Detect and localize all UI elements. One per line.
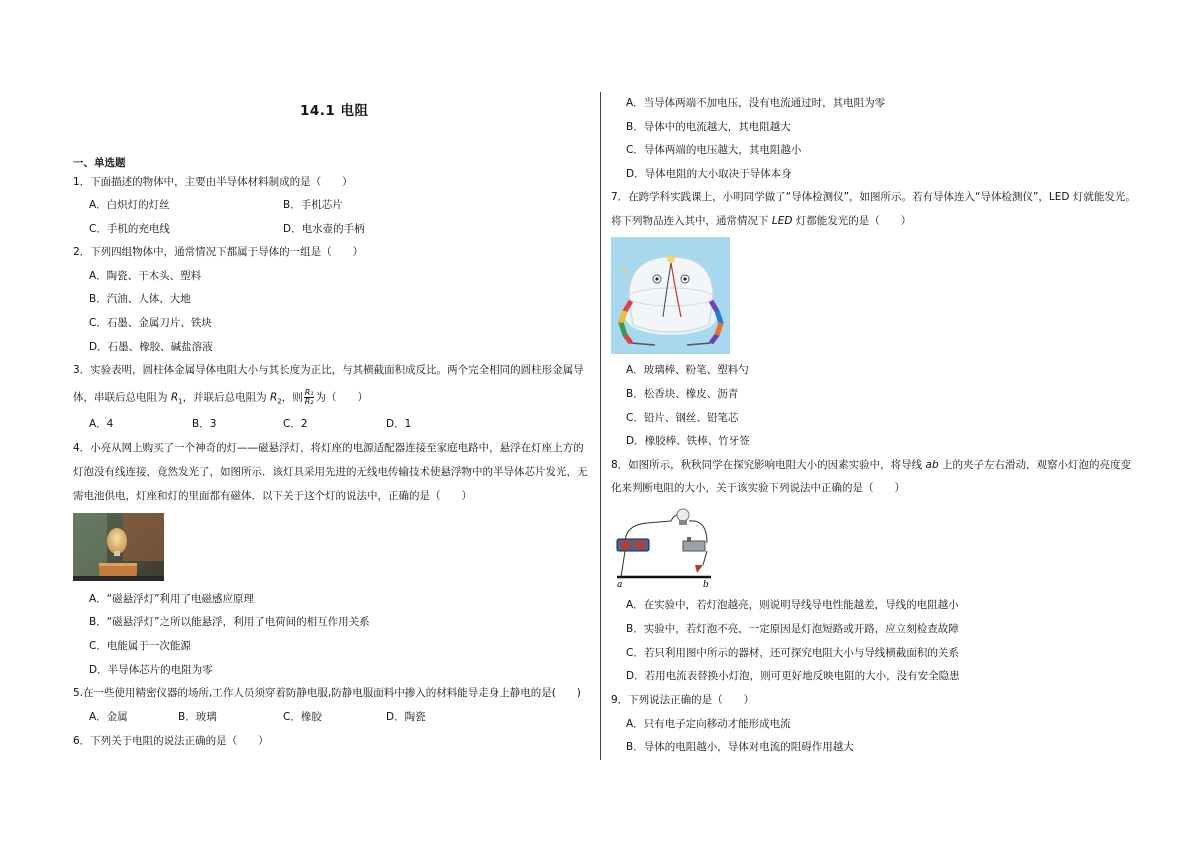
fraction-denominator: R₂ xyxy=(304,397,314,406)
q3-line1: 3．实验表明，圆柱体金属导体电阻大小与其长度为正比，与其横截面积成反比。两个完全相同的圆柱形金属导 xyxy=(73,364,584,376)
q4-line3: 需电池供电，灯座和灯的里面都有磁体．以下关于这个灯的说法中，正确的是（ ） xyxy=(73,490,472,502)
q8-line2: 化来判断电阻的大小，关于该实验下列说法中正确的是（ ） xyxy=(611,482,905,494)
q2-option-d: D．石墨、橡胶、碱盐溶液 xyxy=(89,341,213,353)
q4-option-b: B．“磁悬浮灯”之所以能悬浮，利用了电荷间的相互作用关系 xyxy=(89,616,370,628)
q1-option-d: D．电水壶的手柄 xyxy=(283,223,365,235)
q8-option-a: A．在实验中，若灯泡越亮，则说明导线导电性能越差，导线的电阻越小 xyxy=(626,599,959,611)
q5-option-a: A．金属 xyxy=(89,711,128,723)
r2-symbol: R xyxy=(269,391,278,404)
q4-option-d: D．半导体芯片的电阻为零 xyxy=(89,664,213,676)
r2-subscript: 2 xyxy=(277,397,282,406)
q8-option-c: C．若只利用图中所示的器材，还可探究电阻大小与导线横截面积的关系 xyxy=(626,647,959,659)
q1-option-b: B．手机芯片 xyxy=(283,199,343,211)
q8-option-b: B．实验中，若灯泡不亮，一定原因是灯泡短路或开路，应立刻检查故障 xyxy=(626,623,959,635)
page-title: 14.1 电阻 xyxy=(300,103,369,119)
q2-option-c: C．石墨、金属刀片、铁块 xyxy=(89,317,212,329)
q7-option-a: A．玻璃棒、粉笔、塑料勺 xyxy=(626,364,749,376)
q7-line1: 7．在跨学科实践课上，小明同学做了“导体检测仪”，如图所示。若有导体连入“导体检测仪”，LED 灯就能发光。 xyxy=(611,191,1136,203)
conductor-tester-image xyxy=(611,237,730,354)
q7-option-b: B．松香块、橡皮、沥青 xyxy=(626,388,739,400)
q3-option-b: B．3 xyxy=(192,418,217,430)
circuit-diagram xyxy=(611,503,721,589)
q6-option-b: B．导体中的电流越大，其电阻越大 xyxy=(626,121,791,133)
q3-text-c: ，则 xyxy=(281,391,303,404)
r1-symbol: R xyxy=(170,391,179,404)
q9-option-a: A．只有电子定向移动才能形成电流 xyxy=(626,718,791,730)
q3-text-a: 体，串联后总电阻为 xyxy=(73,391,171,404)
q3-line2 xyxy=(73,389,368,409)
column-divider xyxy=(600,92,601,760)
q1-option-a: A．白炽灯的灯丝 xyxy=(89,199,170,211)
q4-option-c: C．电能属于一次能源 xyxy=(89,640,191,652)
q9-option-b: B．导体的电阻越小，导体对电流的阻碍作用越大 xyxy=(626,741,854,753)
q6-option-a: A．当导体两端不加电压，没有电流通过时，其电阻为零 xyxy=(626,97,886,109)
q3-option-a: A．4 xyxy=(89,418,114,430)
q3-option-c: C．2 xyxy=(283,418,308,430)
q6-option-d: D．导体电阻的大小取决于导体本身 xyxy=(626,168,792,180)
q3-text-d: 为（ ） xyxy=(315,391,368,404)
q3-option-d: D．1 xyxy=(386,418,412,430)
q1-option-c: C．手机的充电线 xyxy=(89,223,170,235)
r-ratio-fraction xyxy=(304,389,315,406)
q4-line1: 4．小亮从网上购买了一个神奇的灯——磁悬浮灯，将灯座的电源适配器连接至家庭电路中，悬浮在灯座上方的 xyxy=(73,442,584,454)
q8-option-d: D．若用电流表替换小灯泡，则可更好地反映电阻的大小，没有安全隐患 xyxy=(626,670,960,682)
q4-option-a: A．“磁悬浮灯”利用了电磁感应原理 xyxy=(89,593,255,605)
q5-option-d: D．陶瓷 xyxy=(386,711,426,723)
q5-option-b: B．玻璃 xyxy=(178,711,217,723)
q3-text-b: ，并联后总电阻为 xyxy=(182,391,270,404)
q8-line1 xyxy=(611,458,1131,472)
q2-option-a: A．陶瓷、干木头、塑料 xyxy=(89,270,202,282)
q6-stem: 6．下列关于电阻的说法正确的是（ ） xyxy=(73,735,269,747)
q4-line2: 灯泡没有线连接，竟然发光了，如图所示．该灯具采用先进的无线电传输技术使悬浮物中的半导体芯片发光，无 xyxy=(73,466,588,478)
q5-option-c: C．橡胶 xyxy=(283,711,322,723)
q7-line2 xyxy=(611,214,911,228)
q7-option-c: C．铅片、钢丝、铅笔芯 xyxy=(626,412,739,424)
q7-text-a: 将下列物品连入其中，通常情况下 xyxy=(611,215,772,227)
q5-stem: 5.在一些使用精密仪器的场所,工作人员须穿着防静电服,防静电服面料中掺入的材料能导走身上静电的是( ) xyxy=(73,687,581,699)
maglev-lamp-image xyxy=(73,513,164,581)
section-heading: 一、单选题 xyxy=(73,157,126,169)
q7-text-b: 灯都能发光的是（ ） xyxy=(792,215,912,227)
q2-stem: 2．下列四组物体中，通常情况下都属于导体的一组是（ ） xyxy=(73,246,364,258)
label-a: a xyxy=(617,580,623,589)
r1-subscript: 1 xyxy=(178,397,183,406)
q7-option-d: D．橡胶棒、铁棒、竹牙签 xyxy=(626,435,750,447)
q8-text-b: 上的夹子左右滑动，观察小灯泡的亮度变 xyxy=(938,459,1131,471)
q2-option-b: B．汽油、人体、大地 xyxy=(89,293,191,305)
q1-stem: 1．下面描述的物体中，主要由半导体材料制成的是（ ） xyxy=(73,176,353,188)
fraction-numerator: R₁ xyxy=(304,388,314,397)
q8-text-a: 8．如图所示，秋秋同学在探究影响电阻大小的因素实验中，将导线 xyxy=(611,459,926,471)
label-b: b xyxy=(703,580,709,589)
q6-option-c: C．导体两端的电压越大，其电阻越小 xyxy=(626,144,802,156)
led-term: LED xyxy=(771,215,793,227)
q9-stem: 9．下列说法正确的是（ ） xyxy=(611,694,755,706)
ab-term: ab xyxy=(925,459,939,471)
